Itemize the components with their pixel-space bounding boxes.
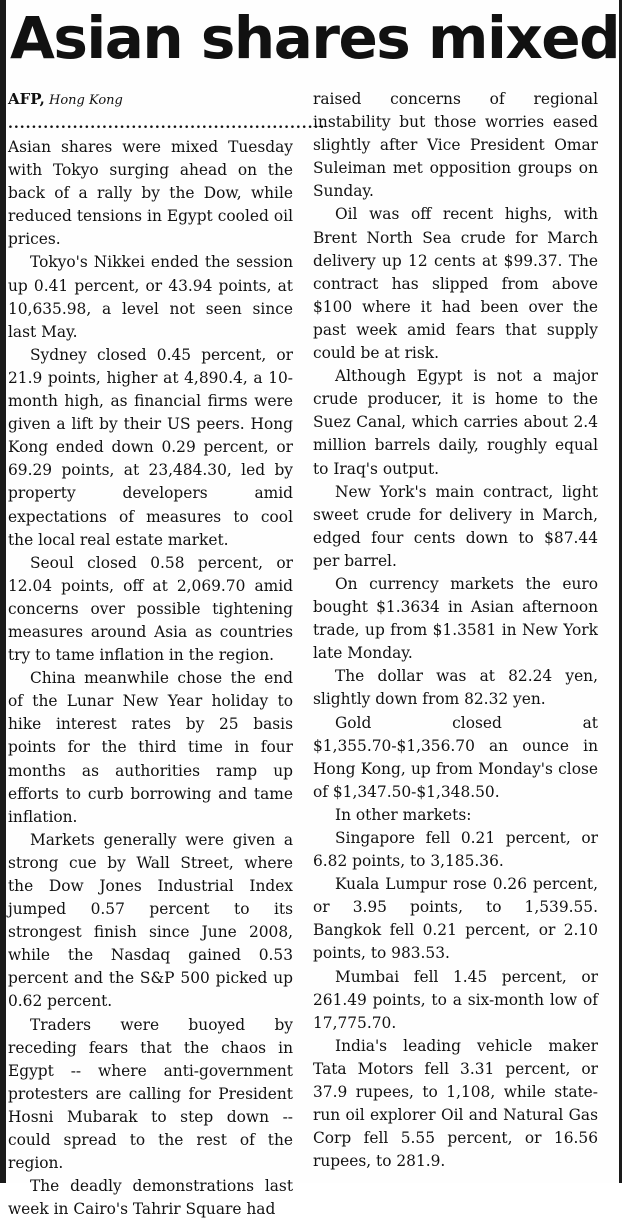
article-paragraph: raised concerns of regional instability but those worries eased slightly after Vice President Omar Suleiman met opposition groups on Sunday. [313,90,598,201]
article-paragraph: Markets generally were given a strong cue by Wall Street, where the Dow Jones Industrial Index jumped 0.57 percent to its strongest finish since June 2008, while the Nasdaq gained 0.53 percent and the S&P 500 picked up 0.62 percent. [8,830,293,1011]
article-paragraph: Although Egypt is not a major crude producer, it is home to the Suez Canal, which carries about 2.4 million barrels daily, roughly equal to Iraq's output. [313,367,598,478]
byline-agency: AFP, [8,90,45,108]
dotted-separator: ...................................................... [8,116,326,132]
article-paragraph: Sydney closed 0.45 percent, or 21.9 points, higher at 4,890.4, a 10-month high, as financial firms were given a lift by their US peers. Hong Kong ended down 0.29 percent, or 69.29 points, at 23,484.30, led by property developers amid expectations of measures to cool the local real estate market. [8,345,293,549]
article-column-right [313,88,598,1173]
article-paragraph: New York's main contract, light sweet crude for delivery in March, edged four cents down to $87.44 per barrel. [313,482,598,570]
left-border [0,0,6,1183]
headline: Asian shares mixed [10,4,620,72]
article-paragraph: Seoul closed 0.58 percent, or 12.04 points, off at 2,069.70 amid concerns over possible tightening measures around Asia as countries try to tame inflation in the region. [8,553,293,665]
article-paragraph: Tokyo's Nikkei ended the session up 0.41 percent, or 43.94 points, at 10,635.98, a level not seen since last May. [8,253,293,341]
article-paragraph: India's leading vehicle maker Tata Motors fell 3.31 percent, or 37.9 rupees, to 1,108, while state-run oil explorer Oil and Natural Gas Corp fell 5.55 percent, or 16.56 rupees, to 281.9. [313,1036,598,1171]
article-paragraph: In other markets: [335,805,472,824]
article-paragraph: Mumbai fell 1.45 percent, or 261.49 points, to a six-month low of 17,775.70. [313,967,598,1032]
article-paragraph: Gold closed at $1,355.70-$1,356.70 an ounce in Hong Kong, up from Monday's close of $1,347.50-$1,348.50. [313,713,598,801]
article-paragraph: Singapore fell 0.21 percent, or 6.82 points, to 3,185.36. [313,829,598,871]
article-paragraph: The dollar was at 82.24 yen, slightly down from 82.32 yen. [313,667,598,709]
article-paragraph: On currency markets the euro bought $1.3634 in Asian afternoon trade, up from $1.3581 in New York late Monday. [313,574,598,663]
article-paragraph: China meanwhile chose the end of the Lunar New Year holiday to hike interest rates by 25 basis points for the third time in four months as authorities ramp up efforts to curb borrowing and tame inflation. [8,669,293,826]
byline-place: Hong Kong [49,93,123,108]
article-column-left [8,88,326,1221]
article-paragraph: The deadly demonstrations last week in Cairo's Tahrir Square had [8,1177,293,1219]
article-paragraph: Asian shares were mixed Tuesday with Tokyo surging ahead on the back of a rally by the Dow, while reduced tensions in Egypt cooled oil prices. [8,138,293,249]
byline [8,88,293,112]
article-paragraph: Oil was off recent highs, with Brent North Sea crude for March delivery up 12 cents at $99.37. The contract has slipped from above $100 where it had been over the past week amid fears that supply could be at risk. [313,205,598,363]
article-paragraph: Traders were buoyed by receding fears that the chaos in Egypt -- where anti-government protesters are calling for President Hosni Mubarak to step down -- could spread to the rest of the region. [8,1015,293,1173]
article-paragraph: Kuala Lumpur rose 0.26 percent, or 3.95 points, to 1,539.55. Bangkok fell 0.21 percent, or 2.10 points, to 983.53. [313,875,598,963]
